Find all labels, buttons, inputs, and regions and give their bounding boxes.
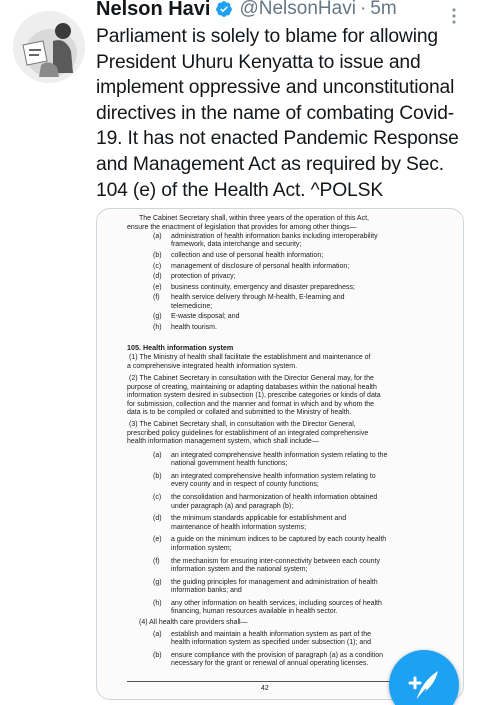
doc-section-heading: 105. Health information system: [127, 343, 234, 352]
doc-list-b-item-text: the minimum standards applicable for establishment and: [171, 515, 347, 523]
doc-s4-line: (4) All health care providers shall—: [139, 619, 248, 626]
doc-s2-line-2: purpose of creating, maintaining or adapting databases within the national health: [127, 383, 377, 391]
doc-list-b-item-text: the consolidation and harmonization of health information obtained: [171, 494, 378, 502]
doc-list-a-item-label: (d): [153, 273, 162, 281]
doc-list-a-item-text: health tourism.: [171, 323, 217, 331]
handle[interactable]: @NelsonHavi: [239, 0, 356, 19]
doc-list-b-item-text-continued: information system;: [171, 544, 232, 552]
document-page: [127, 209, 439, 699]
display-name[interactable]: Nelson Havi: [96, 0, 211, 20]
doc-s3-line-1: (3) The Cabinet Secretary shall, in consultation with the Director General,: [129, 421, 356, 428]
tweet-header: [96, 0, 397, 24]
doc-s3-line-2: prescribed policy guidelines for establishment of an integrated comprehensive: [127, 429, 369, 437]
doc-s1-line-2: a comprehensive integrated health information system.: [127, 362, 298, 370]
doc-list-b-item-label: (f): [153, 557, 160, 565]
doc-list-b-item-text-continued: every county and in respect of county functions;: [171, 481, 319, 489]
compose-tweet-icon: [406, 665, 442, 705]
doc-list-a-item-label: (e): [153, 283, 162, 291]
doc-list-c-item-text-continued: necessary for the grant or renewal of annual operating licenses.: [171, 660, 369, 668]
doc-list-a-item-label: (f): [153, 294, 160, 302]
doc-list-b-item-label: (d): [153, 515, 162, 523]
doc-list-a-item-label: (c): [153, 262, 162, 270]
doc-list-c-item-text: ensure compliance with the provision of paragraph (a) as a condition: [171, 652, 384, 660]
doc-list-b-item-text: the mechanism for ensuring inter-connectivity between each county: [171, 557, 380, 565]
doc-list-b-item-text-continued: under paragraph (a) and paragraph (b);: [171, 502, 294, 510]
doc-list-b-item-label: (a): [153, 452, 162, 459]
doc-list-b-item-text-continued: information banks; and: [171, 586, 242, 594]
doc-list-c-item-label: (b): [153, 652, 162, 660]
doc-list-c-item-text: establish and maintain a health information system as part of the: [171, 631, 371, 638]
doc-list-b-item-text-continued: maintenance of health information systems;: [171, 523, 307, 531]
doc-list-b-item-label: (g): [153, 578, 162, 586]
doc-list-b-item-label: (c): [153, 494, 162, 502]
separator-dot: ·: [359, 0, 367, 19]
doc-intro-line-1: The Cabinet Secretary shall, within three years of the operation of this Act,: [139, 215, 369, 222]
doc-s3-line-3: health information management system, which shall include—: [127, 438, 319, 445]
doc-list-a-item-label: (a): [153, 233, 162, 240]
doc-list-c-item-label: (a): [153, 631, 162, 638]
doc-list-b-item-text: the guiding principles for management and administration of health: [171, 578, 378, 586]
doc-list-b-item-text: an integrated comprehensive health information system relating to: [171, 473, 376, 481]
doc-s1-line-1: (1) The Ministry of health shall facilitate the establishment and maintenance of: [129, 354, 371, 361]
doc-list-a-item-text-continued: telemedicine;: [171, 302, 213, 310]
doc-list-b-item-text: a guide on the minimum indices to be captured by each county health: [171, 536, 387, 544]
doc-intro-line-2: ensure the enactment of legislation that provides for among other things—: [127, 223, 357, 231]
doc-s2-line-3: information system desired in subsection (1), prescribe categories or kinds of data: [127, 392, 381, 399]
doc-list-a-item-text: E-waste disposal; and: [171, 313, 240, 321]
doc-s2-line-5: data is to be compiled or collated and submitted to the Ministry of health.: [127, 409, 352, 416]
doc-list-a-item-label: (g): [153, 313, 162, 321]
tweet-media-image[interactable]: [96, 208, 464, 700]
timestamp[interactable]: 5m: [370, 0, 397, 19]
doc-list-b-item-label: (e): [153, 536, 162, 544]
doc-list-a-item-text: administration of health information banks including interoperability: [171, 233, 378, 240]
doc-list-a-item-label: (b): [153, 251, 162, 259]
doc-list-b-item-text-continued: information system and the national system;: [171, 565, 308, 573]
doc-list-b-item-text-continued: financing, human resources available in health sector.: [171, 608, 338, 615]
more-options-icon[interactable]: [448, 6, 460, 26]
avatar-image: [13, 11, 85, 83]
doc-page-number: 42: [261, 685, 269, 692]
doc-list-a-item-text: business continuity, emergency and disaster preparedness;: [171, 283, 355, 291]
doc-list-b-item-text: any other information on health services, including sources of health: [171, 599, 382, 607]
doc-s2-line-4: for submission, collection and the manner and format in which and by whom the: [127, 400, 375, 408]
doc-list-b-item-label: (h): [153, 599, 162, 607]
doc-s2-line-1: (2) The Cabinet Secretary in consultation with the Director General may, for the: [129, 375, 374, 382]
doc-list-a-item-text-continued: framework, data interchange and security;: [171, 241, 302, 249]
doc-list-b-item-text-continued: national government health functions;: [171, 460, 288, 468]
doc-list-a-item-text: protection of privacy;: [171, 273, 236, 281]
doc-list-a-item-text: management of disclosure of personal health information;: [171, 262, 350, 270]
doc-list-a-item-text: health service delivery through M-health, E-learning and: [171, 294, 345, 302]
tweet-text: Parliament is solely to blame for allowing President Uhuru Kenyatta to issue and implement oppressive and unconstitutional directives in the name of combating Covid-19. It has not enacted Pandemic Response and Management Act as required by Sec. 104 (e) of the Health Act. ^POLSK: [96, 26, 459, 201]
doc-list-a-item-label: (h): [153, 323, 162, 331]
verified-badge-icon: [215, 0, 233, 18]
doc-list-c-item-text-continued: health information system as specified under subsection (1); and: [171, 639, 371, 647]
doc-list-b-item-text: an integrated comprehensive health information system relating to the: [171, 452, 388, 459]
doc-list-b-item-label: (b): [153, 473, 162, 481]
doc-list-a-item-text: collection and use of personal health information;: [171, 251, 324, 259]
avatar[interactable]: [13, 11, 85, 83]
